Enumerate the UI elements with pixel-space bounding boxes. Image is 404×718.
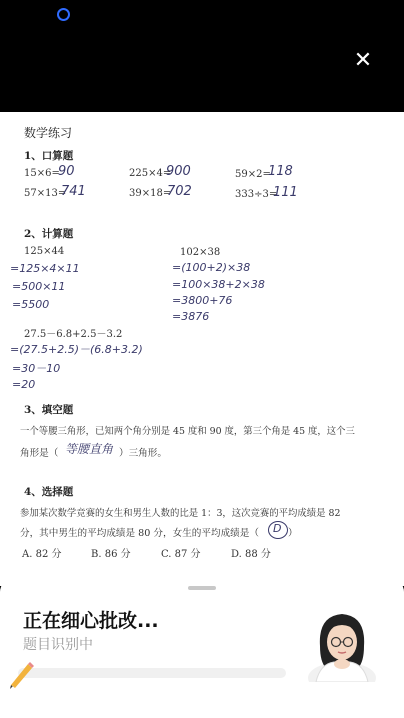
handwritten-step: =3876 (172, 310, 210, 323)
handwritten-step: =20 (12, 378, 36, 391)
worksheet-photo (0, 112, 404, 586)
progress-bar (18, 668, 286, 678)
section-heading-3: 3、填空题 (24, 404, 74, 416)
oral-question: 57×13= (24, 188, 67, 199)
fill-question-prefix: 角形是（ (20, 448, 59, 459)
choice-question-prefix: 分，其中男生的平均成绩是 80 分，女生的平均成绩是（ (20, 528, 259, 539)
pencil-icon (6, 658, 36, 690)
oral-question: 59×2= (235, 169, 271, 180)
handwritten-answer: 741 (61, 184, 86, 199)
choice-question-suffix: ） (288, 528, 298, 539)
calc-question: 102×38 (180, 247, 221, 258)
worksheet-title: 数学练习 (24, 126, 73, 140)
grading-status-sheet (0, 578, 404, 718)
handwritten-step: =3800+76 (172, 294, 233, 307)
section-heading-1: 1、口算题 (24, 150, 74, 162)
oral-question: 333÷3= (235, 189, 278, 200)
drag-handle[interactable] (188, 586, 216, 590)
handwritten-step: =500×11 (12, 280, 66, 293)
handwritten-answer: 90 (58, 164, 75, 179)
handwritten-step: =125×4×11 (10, 262, 80, 275)
handwritten-answer: D (273, 522, 282, 535)
handwritten-step: =(100+2)×38 (172, 261, 251, 274)
fill-question-line: 一个等腰三角形，已知两个角分别是 45 度和 90 度，第三个角是 45 度，这个三 (20, 426, 355, 437)
choice-option-a: A. 82 分 (22, 549, 62, 560)
status-title: 正在细心批改... (23, 610, 159, 632)
section-heading-2: 2、计算题 (24, 228, 74, 240)
oral-question: 225×4= (129, 168, 172, 179)
calc-question: 125×44 (24, 246, 65, 257)
oral-question: 15×6= (24, 168, 60, 179)
handwritten-step: =30－10 (12, 362, 61, 375)
handwritten-answer: 等腰直角 (65, 442, 114, 456)
choice-option-d: D. 88 分 (231, 549, 271, 560)
handwritten-answer: 111 (273, 185, 298, 200)
handwritten-step: =100×38+2×38 (172, 278, 265, 291)
handwritten-answer: 702 (167, 184, 192, 199)
handwritten-step: =(27.5+2.5)－(6.8+3.2) (10, 343, 143, 356)
fill-question-suffix: ）三角形。 (119, 448, 167, 459)
handwritten-step: =5500 (12, 298, 50, 311)
handwritten-answer: 118 (268, 164, 293, 179)
top-bar (0, 0, 404, 112)
handwritten-answer: 900 (166, 164, 191, 179)
choice-option-b: B. 86 分 (91, 549, 131, 560)
calc-question: 27.5－6.8+2.5－3.2 (24, 329, 123, 340)
oral-question: 39×18= (129, 188, 172, 199)
close-icon[interactable]: ✕ (353, 48, 373, 73)
teacher-avatar (306, 606, 378, 682)
section-heading-4: 4、选择题 (24, 486, 74, 498)
choice-question-line: 参加某次数学竞赛的女生和男生人数的比是 1：3，这次竞赛的平均成绩是 82 (20, 508, 341, 519)
record-dot-icon (57, 8, 70, 21)
status-subtitle: 题目识别中 (23, 637, 93, 653)
choice-option-c: C. 87 分 (161, 549, 201, 560)
